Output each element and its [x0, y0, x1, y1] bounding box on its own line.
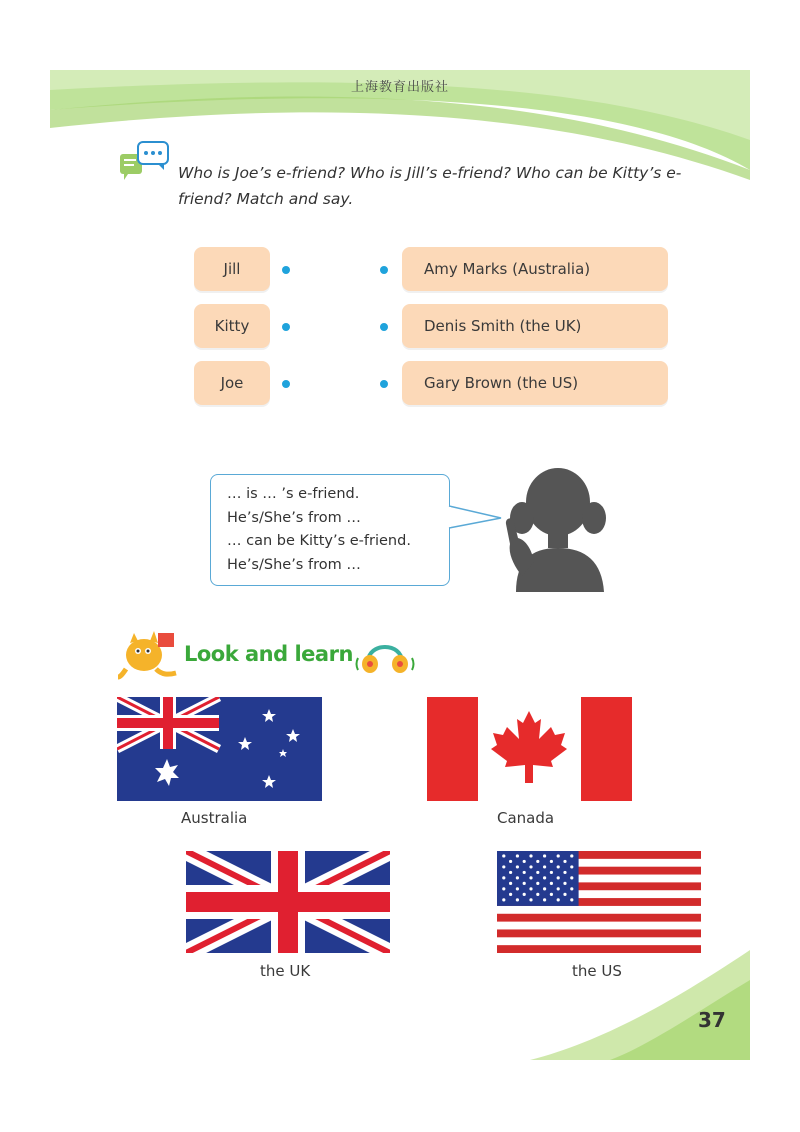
- match-dot[interactable]: [282, 266, 290, 274]
- match-dot[interactable]: [282, 380, 290, 388]
- flag-label-us: the US: [572, 962, 622, 980]
- activity-instruction: Who is Joe’s e-friend? Who is Jill’s e-friend? Who can be Kitty’s e-friend? Match and say.: [178, 164, 682, 208]
- flag-label-canada: Canada: [497, 809, 555, 827]
- friend-pill-amy[interactable]: Amy Marks (Australia): [402, 247, 668, 291]
- friend-pill-denis[interactable]: Denis Smith (the UK): [402, 304, 668, 348]
- name-pill-kitty[interactable]: Kitty: [194, 304, 270, 348]
- cat-mascot-icon: [116, 625, 182, 681]
- page-number: 37: [698, 1008, 726, 1032]
- uk-flag: [186, 851, 390, 953]
- publisher-name: 上海教育出版社: [350, 80, 449, 95]
- headphones-icon: [354, 632, 416, 676]
- us-flag: [497, 851, 701, 953]
- bubble-line: He’s/She’s from …: [227, 556, 361, 573]
- textbook-page: [50, 70, 750, 1060]
- bubble-line: … is … ’s e-friend.: [227, 486, 360, 502]
- canada-flag: [427, 697, 632, 801]
- flag-label-australia: Australia: [181, 809, 248, 827]
- australia-flag: [117, 697, 322, 801]
- friend-pill-gary[interactable]: Gary Brown (the US): [402, 361, 668, 405]
- speech-bubble: [210, 474, 450, 586]
- bubble-line: He’s/She’s from …: [227, 509, 361, 526]
- match-dot[interactable]: [282, 323, 290, 331]
- footer-wave: [50, 950, 750, 1060]
- match-dot[interactable]: [380, 266, 388, 274]
- girl-silhouette-icon: [486, 466, 616, 592]
- match-dot[interactable]: [380, 323, 388, 331]
- section-title: Look and learn: [184, 642, 353, 666]
- name-pill-joe[interactable]: Joe: [194, 361, 270, 405]
- name-pill-jill[interactable]: Jill: [194, 247, 270, 291]
- match-dot[interactable]: [380, 380, 388, 388]
- speaking-icon: [118, 140, 174, 184]
- bubble-line: … can be Kitty’s e-friend.: [227, 533, 411, 549]
- flag-label-uk: the UK: [260, 962, 311, 980]
